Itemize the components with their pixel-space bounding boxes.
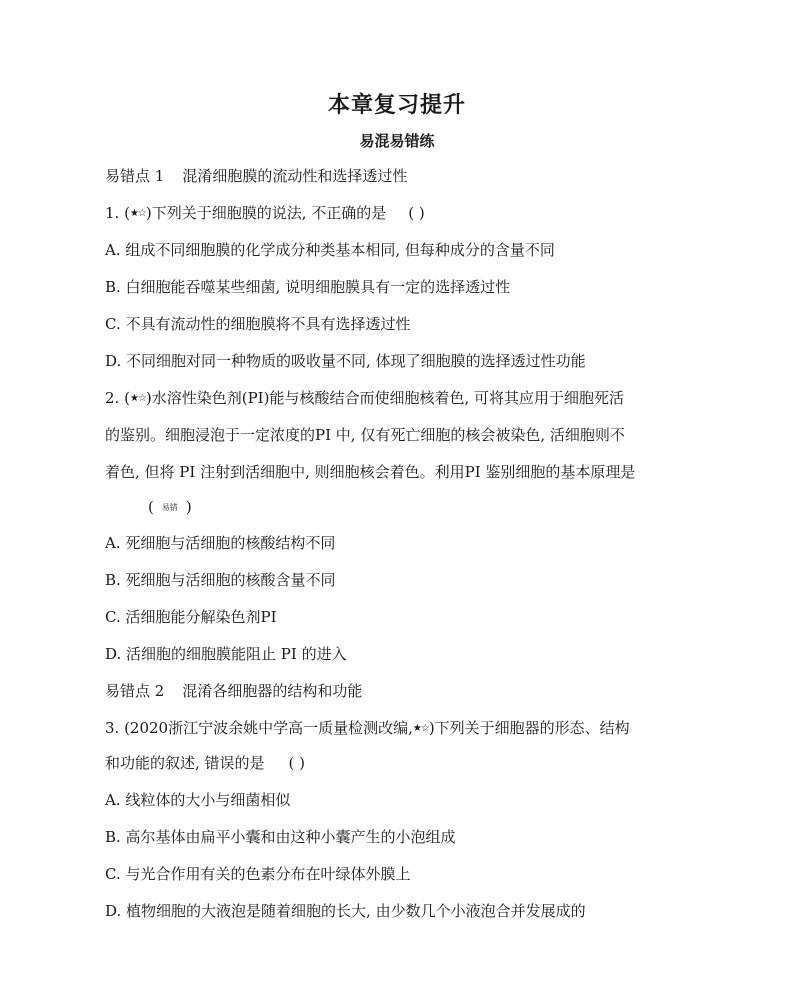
question-number: 3. (2020浙江宁波余姚中学高一质量检测改编,: [105, 719, 413, 737]
question-stem: )下列关于细胞膜的说法, 不正确的是: [145, 204, 387, 222]
paren-open: (: [148, 498, 154, 516]
question-number: 1. (: [105, 204, 130, 222]
section-heading-2: [105, 681, 705, 701]
option-c: C. 不具有流动性的细胞膜将不具有选择透过性: [105, 315, 411, 333]
option-c: C. 活细胞能分解染色剂PI: [105, 608, 277, 626]
question-1-stem: [105, 203, 705, 224]
section-heading-1: [105, 166, 705, 186]
option-d: D. 不同细胞对同一种物质的吸收量不同, 体现了细胞膜的选择透过性功能: [105, 352, 586, 370]
answer-blank: [148, 497, 748, 518]
option-b: B. 白细胞能吞噬某些细菌, 说明细胞膜具有一定的选择透过性: [105, 278, 511, 296]
question-stem: )水溶性染色剂(PI)能与核酸结合而使细胞核着色, 可将其应用于细胞死活: [145, 389, 624, 407]
question-stem: 和功能的叙述, 错误的是: [105, 754, 265, 772]
question-3-stem: [105, 718, 705, 739]
page-title: 本章复习提升: [327, 92, 466, 118]
option-b: B. 高尔基体由扁平小囊和由这种小囊产生的小泡组成: [105, 828, 456, 846]
option-a: A. 死细胞与活细胞的核酸结构不同: [105, 534, 336, 552]
answer-blank: ( ): [408, 204, 425, 222]
page-subtitle: 易混易错练: [359, 132, 435, 150]
question-2-stem-line3: 着色, 但将 PI 注射到活细胞中, 则细胞核会着色。利用PI 鉴别细胞的基本原理是: [105, 463, 636, 481]
section-label: 易错点 1: [105, 167, 165, 185]
option-a: A. 组成不同细胞膜的化学成分种类基本相同, 但每种成分的含量不同: [105, 241, 555, 259]
answer-blank: ( ): [288, 754, 306, 772]
question-3-stem-line2: [105, 753, 705, 773]
option-d: D. 植物细胞的大液泡是随着细胞的长大, 由少数几个小液泡合并发展成的: [105, 902, 586, 920]
option-d: D. 活细胞的细胞膜能阻止 PI 的进入: [105, 645, 347, 663]
difficulty-star-icon: ★☆: [129, 208, 146, 219]
option-c: C. 与光合作用有关的色素分布在叶绿体外膜上: [105, 865, 411, 883]
question-2-stem-line2: 的鉴别。细胞浸泡于一定浓度的PI 中, 仅有死亡细胞的核会被染色, 活细胞则不: [105, 426, 625, 444]
question-2-stem: [105, 388, 705, 409]
difficulty-star-icon: ★☆: [412, 723, 429, 734]
paren-close: ): [185, 498, 192, 516]
error-prone-tag: 易错: [161, 503, 178, 512]
question-number: 2. (: [105, 389, 130, 407]
option-b: B. 死细胞与活细胞的核酸含量不同: [105, 571, 336, 589]
difficulty-star-icon: ★☆: [129, 393, 146, 404]
question-stem: )下列关于细胞器的形态、结构: [428, 719, 630, 737]
option-a: A. 线粒体的大小与细菌相似: [105, 791, 291, 809]
section-text: 混淆各细胞器的结构和功能: [182, 682, 363, 700]
section-label: 易错点 2: [105, 682, 165, 700]
section-text: 混淆细胞膜的流动性和选择透过性: [182, 167, 408, 185]
